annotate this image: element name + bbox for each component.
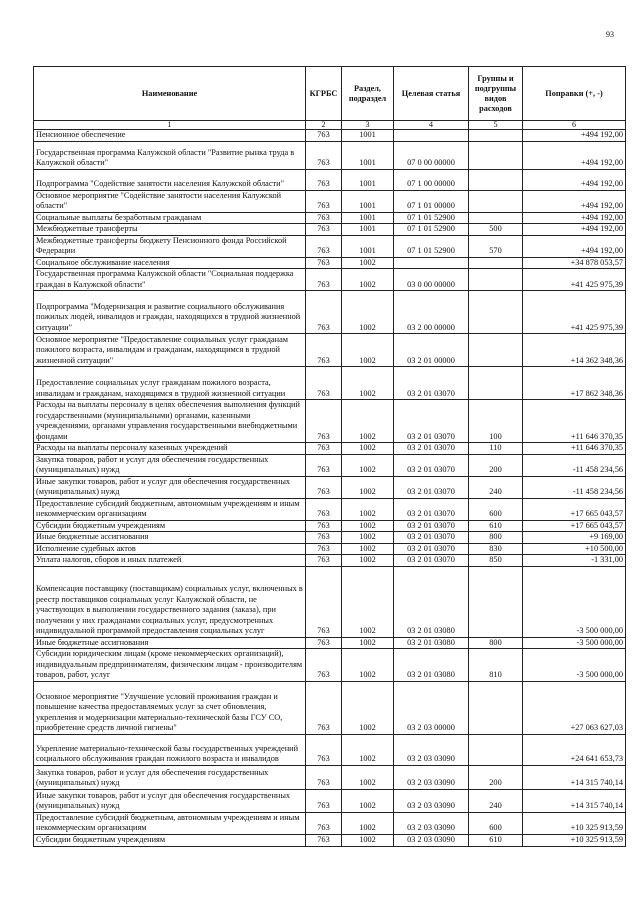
cell-section: 1002 <box>342 476 394 498</box>
table-row <box>34 190 626 212</box>
cell-target: 03 2 01 03070 <box>394 400 469 443</box>
header-name: Наименование <box>34 67 306 121</box>
cell-kgrbs: 763 <box>306 212 342 224</box>
cell-section: 1002 <box>342 834 394 846</box>
table-row <box>34 637 626 649</box>
cell-name: Иные бюджетные ассигнования <box>34 637 306 649</box>
cell-amount: -11 458 234,56 <box>523 476 626 498</box>
cell-section: 1002 <box>342 257 394 269</box>
cell-amount: -11 458 234,56 <box>523 454 626 476</box>
cell-kgrbs: 763 <box>306 224 342 236</box>
table-row <box>34 681 626 734</box>
cell-group: 110 <box>469 443 523 455</box>
cell-target: 03 2 03 03090 <box>394 765 469 789</box>
cell-amount: +494 192,00 <box>523 212 626 224</box>
cell-name: Уплата налогов, сборов и иных платежей <box>34 555 306 567</box>
cell-target: 07 1 00 00000 <box>394 169 469 190</box>
cell-section: 1002 <box>342 498 394 520</box>
table-row <box>34 130 626 142</box>
cell-target: 03 2 01 03070 <box>394 454 469 476</box>
table-row <box>34 443 626 455</box>
cell-group: 240 <box>469 476 523 498</box>
cell-group: 810 <box>469 649 523 682</box>
cell-group <box>469 334 523 367</box>
cell-target: 03 2 03 00000 <box>394 681 469 734</box>
cell-target: 03 2 01 03080 <box>394 649 469 682</box>
cell-amount: +41 425 975,39 <box>523 269 626 291</box>
table-row <box>34 400 626 443</box>
cell-target <box>394 130 469 142</box>
table-row <box>34 235 626 257</box>
cell-target: 03 2 01 03070 <box>394 498 469 520</box>
cell-target: 03 2 01 03080 <box>394 566 469 637</box>
cell-section: 1001 <box>342 190 394 212</box>
cell-kgrbs: 763 <box>306 400 342 443</box>
cell-kgrbs: 763 <box>306 566 342 637</box>
cell-name: Иные закупки товаров, работ и услуг для обеспечения государственных (муниципальных) нужд <box>34 476 306 498</box>
table-header-row <box>34 67 626 121</box>
cell-target: 03 2 01 03070 <box>394 543 469 555</box>
cell-group <box>469 291 523 334</box>
budget-amendments-table <box>33 66 626 847</box>
cell-kgrbs: 763 <box>306 734 342 765</box>
cell-kgrbs: 763 <box>306 269 342 291</box>
cell-amount: -3 500 000,00 <box>523 566 626 637</box>
cell-amount: +9 169,00 <box>523 532 626 544</box>
cell-section: 1002 <box>342 520 394 532</box>
cell-target: 03 2 01 03070 <box>394 520 469 532</box>
cell-kgrbs: 763 <box>306 169 342 190</box>
cell-section: 1001 <box>342 224 394 236</box>
cell-target: 03 2 03 03090 <box>394 812 469 834</box>
cell-kgrbs: 763 <box>306 235 342 257</box>
cell-amount: +34 878 053,57 <box>523 257 626 269</box>
cell-name: Субсидии бюджетным учреждениям <box>34 834 306 846</box>
table-row <box>34 734 626 765</box>
column-number: 1 <box>34 121 306 130</box>
cell-name: Межбюджетные трансферты бюджету Пенсионного фонда Российской Федерации <box>34 235 306 257</box>
cell-name: Социальное обслуживание населения <box>34 257 306 269</box>
table-row <box>34 498 626 520</box>
cell-name: Расходы на выплаты персоналу казенных учреждений <box>34 443 306 455</box>
cell-name: Подпрограмма "Модернизация и развитие социального обслуживания пожилых людей, инвалидов и граждан, находящихся в трудной жизненной ситуации" <box>34 291 306 334</box>
cell-section: 1002 <box>342 291 394 334</box>
cell-amount: -3 500 000,00 <box>523 637 626 649</box>
cell-section: 1002 <box>342 566 394 637</box>
cell-target <box>394 257 469 269</box>
cell-group: 610 <box>469 520 523 532</box>
cell-name: Предоставление социальных услуг гражданам пожилого возраста, инвалидам и гражданам, находящимся в трудной жизненной ситуации <box>34 367 306 400</box>
cell-target: 03 2 00 00000 <box>394 291 469 334</box>
cell-amount: +41 425 975,39 <box>523 291 626 334</box>
header-amendments: Поправки (+, -) <box>523 67 626 121</box>
table-row <box>34 543 626 555</box>
cell-name: Государственная программа Калужской области "Развитие рынка труда в Калужской области" <box>34 141 306 169</box>
cell-target: 03 2 01 03070 <box>394 367 469 400</box>
cell-kgrbs: 763 <box>306 520 342 532</box>
cell-name: Исполнение судебных актов <box>34 543 306 555</box>
table-row <box>34 566 626 637</box>
cell-name: Предоставление субсидий бюджетным, автономным учреждениям и иным некоммерческим организациям <box>34 812 306 834</box>
cell-name: Основное мероприятие "Предоставление социальных услуг гражданам пожилого возраста, инвалидам и гражданам, находящимся в трудной жизненной ситуации" <box>34 334 306 367</box>
table-row <box>34 834 626 846</box>
cell-amount: +11 646 370,35 <box>523 443 626 455</box>
cell-name: Иные бюджетные ассигнования <box>34 532 306 544</box>
cell-amount: +10 325 913,59 <box>523 834 626 846</box>
cell-kgrbs: 763 <box>306 443 342 455</box>
cell-target: 03 2 01 03070 <box>394 443 469 455</box>
cell-group: 830 <box>469 543 523 555</box>
cell-kgrbs: 763 <box>306 454 342 476</box>
cell-target: 03 2 01 03070 <box>394 532 469 544</box>
column-number: 3 <box>342 121 394 130</box>
table-row <box>34 789 626 812</box>
table-row <box>34 367 626 400</box>
cell-kgrbs: 763 <box>306 476 342 498</box>
cell-kgrbs: 763 <box>306 291 342 334</box>
cell-amount: +11 646 370,35 <box>523 400 626 443</box>
cell-amount: -1 331,00 <box>523 555 626 567</box>
table-body <box>34 130 626 847</box>
cell-amount: +24 641 653,73 <box>523 734 626 765</box>
cell-amount: -3 500 000,00 <box>523 649 626 682</box>
cell-name: Субсидии юридическим лицам (кроме некоммерческих организаций), индивидуальным предпринимателям, физическим лицам - производителям товаров, работ, услуг <box>34 649 306 682</box>
cell-kgrbs: 763 <box>306 367 342 400</box>
cell-amount: +14 362 348,36 <box>523 334 626 367</box>
cell-section: 1002 <box>342 789 394 812</box>
cell-section: 1002 <box>342 454 394 476</box>
cell-amount: +494 192,00 <box>523 224 626 236</box>
cell-kgrbs: 763 <box>306 812 342 834</box>
table-row <box>34 812 626 834</box>
cell-group: 850 <box>469 555 523 567</box>
cell-name: Межбюджетные трансферты <box>34 224 306 236</box>
cell-target: 03 2 03 03090 <box>394 789 469 812</box>
cell-group <box>469 141 523 169</box>
table-row <box>34 765 626 789</box>
cell-kgrbs: 763 <box>306 637 342 649</box>
cell-group <box>469 169 523 190</box>
cell-kgrbs: 763 <box>306 765 342 789</box>
cell-group <box>469 130 523 142</box>
cell-name: Предоставление субсидий бюджетным, автономным учреждениям и иным некоммерческим организациям <box>34 498 306 520</box>
table-row <box>34 649 626 682</box>
table-row <box>34 454 626 476</box>
cell-name: Основное мероприятие "Улучшение условий проживания граждан и повышение качества предоставляемых услуг за счет обновления, укрепления и модернизации материально-технической базы ГСУ СО, приобретение средств личной гигиены" <box>34 681 306 734</box>
cell-amount: +14 315 740,14 <box>523 789 626 812</box>
cell-section: 1001 <box>342 212 394 224</box>
cell-name: Пенсионное обеспечение <box>34 130 306 142</box>
cell-amount: +27 063 627,03 <box>523 681 626 734</box>
cell-kgrbs: 763 <box>306 834 342 846</box>
cell-group: 800 <box>469 532 523 544</box>
cell-kgrbs: 763 <box>306 130 342 142</box>
cell-group: 200 <box>469 454 523 476</box>
table-row <box>34 555 626 567</box>
cell-group: 100 <box>469 400 523 443</box>
cell-section: 1002 <box>342 269 394 291</box>
cell-section: 1002 <box>342 334 394 367</box>
cell-name: Социальные выплаты безработным гражданам <box>34 212 306 224</box>
cell-group: 610 <box>469 834 523 846</box>
cell-group <box>469 257 523 269</box>
cell-section: 1002 <box>342 637 394 649</box>
cell-section: 1002 <box>342 734 394 765</box>
table-row <box>34 257 626 269</box>
table-row <box>34 169 626 190</box>
table-row <box>34 334 626 367</box>
cell-name: Укрепление материально-технической базы государственных учреждений социального обслуживания граждан пожилого возраста и инвалидов <box>34 734 306 765</box>
table-row <box>34 520 626 532</box>
cell-group <box>469 190 523 212</box>
cell-target: 07 0 00 00000 <box>394 141 469 169</box>
header-section: Раздел, подраздел <box>342 67 394 121</box>
cell-target: 07 1 01 52900 <box>394 235 469 257</box>
cell-group <box>469 367 523 400</box>
cell-name: Компенсация поставщику (поставщикам) социальных услуг, включенных в реестр поставщиков социальных услуг Калужской области, не участвующих в выполнении государственного задания (заказа), при получении у них гражданами социальных услуг, предусмотренных индивидуальной программой предоставления социальных услуг <box>34 566 306 637</box>
table-row <box>34 532 626 544</box>
table-row <box>34 291 626 334</box>
cell-group: 200 <box>469 765 523 789</box>
column-number: 6 <box>523 121 626 130</box>
cell-group: 800 <box>469 637 523 649</box>
cell-kgrbs: 763 <box>306 543 342 555</box>
cell-section: 1002 <box>342 532 394 544</box>
cell-name: Субсидии бюджетным учреждениям <box>34 520 306 532</box>
cell-amount: +10 325 913,59 <box>523 812 626 834</box>
cell-section: 1001 <box>342 169 394 190</box>
table-row <box>34 476 626 498</box>
cell-section: 1002 <box>342 443 394 455</box>
cell-target: 07 1 01 52900 <box>394 212 469 224</box>
cell-section: 1002 <box>342 367 394 400</box>
cell-kgrbs: 763 <box>306 141 342 169</box>
cell-section: 1001 <box>342 235 394 257</box>
cell-group <box>469 681 523 734</box>
cell-kgrbs: 763 <box>306 532 342 544</box>
cell-section: 1002 <box>342 765 394 789</box>
cell-amount: +494 192,00 <box>523 169 626 190</box>
cell-amount: +14 315 740,14 <box>523 765 626 789</box>
cell-section: 1002 <box>342 400 394 443</box>
cell-section: 1001 <box>342 130 394 142</box>
cell-amount: +494 192,00 <box>523 130 626 142</box>
cell-name: Закупка товаров, работ и услуг для обеспечения государственных (муниципальных) нужд <box>34 454 306 476</box>
column-number: 4 <box>394 121 469 130</box>
cell-name: Расходы на выплаты персоналу в целях обеспечения выполнения функций государственными (муниципальными) органами, казенными учреждениями, органами управления государственными внебюджетными фондами <box>34 400 306 443</box>
cell-kgrbs: 763 <box>306 498 342 520</box>
table-row <box>34 141 626 169</box>
cell-group <box>469 212 523 224</box>
header-kgrbs: КГРБС <box>306 67 342 121</box>
cell-target: 07 1 01 52900 <box>394 224 469 236</box>
cell-kgrbs: 763 <box>306 334 342 367</box>
cell-target: 03 2 03 03090 <box>394 734 469 765</box>
cell-target: 03 2 01 03070 <box>394 555 469 567</box>
cell-amount: +494 192,00 <box>523 141 626 169</box>
cell-group: 600 <box>469 498 523 520</box>
cell-amount: +494 192,00 <box>523 235 626 257</box>
cell-section: 1002 <box>342 649 394 682</box>
cell-kgrbs: 763 <box>306 681 342 734</box>
cell-name: Иные закупки товаров, работ и услуг для обеспечения государственных (муниципальных) нужд <box>34 789 306 812</box>
cell-name: Государственная программа Калужской области "Социальная поддержка граждан в Калужской области" <box>34 269 306 291</box>
cell-group: 240 <box>469 789 523 812</box>
cell-target: 03 2 01 03080 <box>394 637 469 649</box>
cell-amount: +494 192,00 <box>523 190 626 212</box>
cell-name: Основное мероприятие "Содействие занятости населения Калужской области" <box>34 190 306 212</box>
column-number: 5 <box>469 121 523 130</box>
cell-section: 1001 <box>342 141 394 169</box>
cell-group <box>469 269 523 291</box>
cell-kgrbs: 763 <box>306 649 342 682</box>
header-target: Целевая статья <box>394 67 469 121</box>
cell-name: Подпрограмма "Содействие занятости населения Калужской области" <box>34 169 306 190</box>
cell-amount: +10 500,00 <box>523 543 626 555</box>
column-number-row <box>34 121 626 130</box>
cell-kgrbs: 763 <box>306 190 342 212</box>
cell-group: 600 <box>469 812 523 834</box>
table-row <box>34 269 626 291</box>
cell-group: 500 <box>469 224 523 236</box>
header-groups: Группы и подгруппы видов расходов <box>469 67 523 121</box>
cell-kgrbs: 763 <box>306 257 342 269</box>
cell-section: 1002 <box>342 812 394 834</box>
cell-kgrbs: 763 <box>306 555 342 567</box>
cell-section: 1002 <box>342 555 394 567</box>
cell-group: 570 <box>469 235 523 257</box>
cell-kgrbs: 763 <box>306 789 342 812</box>
page-number: 93 <box>606 30 614 39</box>
cell-target: 03 2 03 03090 <box>394 834 469 846</box>
cell-name: Закупка товаров, работ и услуг для обеспечения государственных (муниципальных) нужд <box>34 765 306 789</box>
cell-target: 07 1 01 00000 <box>394 190 469 212</box>
cell-target: 03 2 01 03070 <box>394 476 469 498</box>
cell-group <box>469 734 523 765</box>
cell-amount: +17 665 043,57 <box>523 520 626 532</box>
table-row <box>34 212 626 224</box>
column-number: 2 <box>306 121 342 130</box>
table-row <box>34 224 626 236</box>
cell-group <box>469 566 523 637</box>
cell-amount: +17 665 043,57 <box>523 498 626 520</box>
cell-amount: +17 862 348,36 <box>523 367 626 400</box>
cell-target: 03 0 00 00000 <box>394 269 469 291</box>
cell-target: 03 2 01 00000 <box>394 334 469 367</box>
cell-section: 1002 <box>342 543 394 555</box>
cell-section: 1002 <box>342 681 394 734</box>
